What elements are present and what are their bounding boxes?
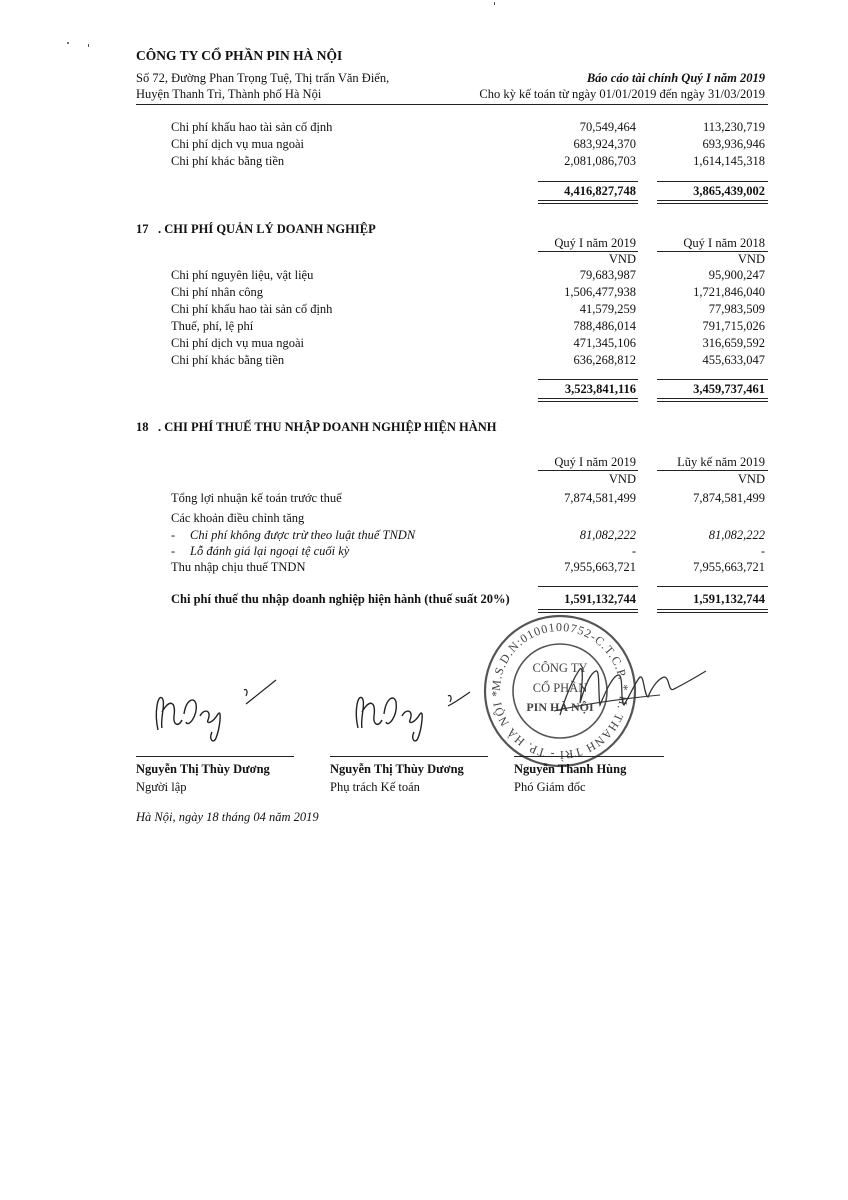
row-value-col2: 95,900,247: [708, 268, 765, 282]
row-value-col2: 693,936,946: [702, 137, 765, 151]
row-label: Chi phí khác bằng tiền: [171, 353, 285, 367]
taxable-income-col1: 7,955,663,721: [564, 560, 636, 574]
total-col1: 4,416,827,748: [564, 184, 636, 198]
report-title: Báo cáo tài chính Quý I năm 2019: [586, 71, 765, 85]
adjustment-col1: 81,082,222: [579, 528, 636, 542]
signer-name-preparer: Nguyễn Thị Thùy Dương: [136, 762, 270, 776]
total-top-rule: [538, 181, 638, 182]
scan-speck: [494, 2, 495, 5]
total-col2: 3,459,737,461: [693, 382, 765, 396]
place-date: Hà Nội, ngày 18 tháng 04 năm 2019: [136, 810, 319, 824]
section-title: . CHI PHÍ QUẢN LÝ DOANH NGHIỆP: [158, 222, 376, 236]
row-value-col1: 683,924,370: [573, 137, 636, 151]
adjustment-col2: 81,082,222: [708, 528, 765, 542]
row-value-col2: 113,230,719: [702, 120, 765, 134]
column-header-rule: [657, 470, 768, 471]
row-label: Chi phí khấu hao tài sản cố định: [171, 302, 333, 316]
company-address-line2: Huyện Thanh Trì, Thành phố Hà Nội: [136, 87, 322, 101]
total-top-rule: [657, 379, 768, 380]
row-value-col1: 471,345,106: [573, 336, 636, 350]
signer-name-director: Nguyễn Thanh Hùng: [514, 762, 627, 776]
cit-expense-col1: 1,591,132,744: [564, 592, 636, 606]
row-label: Chi phí khác bằng tiền: [171, 154, 285, 168]
seal-line2: CỔ PHẦN: [532, 681, 588, 695]
row-label: Thuế, phí, lệ phí: [171, 319, 254, 333]
signer-role-preparer: Người lập: [136, 780, 187, 794]
report-period: Cho kỳ kế toán từ ngày 01/01/2019 đến ngày 31/03/2019: [479, 87, 765, 101]
row-value-col1: 788,486,014: [573, 319, 636, 333]
signature-preparer-icon: [148, 672, 283, 744]
taxable-income-col2: 7,955,663,721: [693, 560, 765, 574]
total-double-rule: [657, 200, 768, 204]
row-label: Chi phí dịch vụ mua ngoài: [171, 336, 304, 350]
total-top-rule: [538, 586, 638, 587]
total-top-rule: [657, 181, 768, 182]
signature-line: [514, 756, 664, 757]
taxable-income-label: Thu nhập chịu thuế TNDN: [171, 560, 306, 574]
section-number: 18: [136, 420, 149, 434]
total-top-rule: [538, 379, 638, 380]
row-value-col2: 791,715,026: [702, 319, 765, 333]
row-value-col2: 1,721,846,040: [693, 285, 765, 299]
total-double-rule: [657, 398, 768, 402]
cit-expense-col2: 1,591,132,744: [693, 592, 765, 606]
row-value-col1: 70,549,464: [579, 120, 636, 134]
row-label: Chi phí dịch vụ mua ngoài: [171, 137, 304, 151]
company-address-line1: Số 72, Đường Phan Trọng Tuệ, Thị trấn Văn Điển,: [136, 71, 390, 85]
profit-before-tax-col1: 7,874,581,499: [564, 491, 636, 505]
signature-director-icon: [540, 655, 710, 727]
row-label: Chi phí nhân công: [171, 285, 264, 299]
signature-accountant-icon: [348, 672, 488, 744]
adjustment-label: Chi phí không được trừ theo luật thuế TNDN: [190, 528, 416, 542]
adjustment-col1: -: [631, 544, 636, 558]
column-header-1: Quý I năm 2019: [554, 236, 636, 250]
section-number: 17: [136, 222, 149, 236]
row-label: Chi phí nguyên liệu, vật liệu: [171, 268, 314, 282]
profit-before-tax-col2: 7,874,581,499: [693, 491, 765, 505]
section-title: . CHI PHÍ THUẾ THU NHẬP DOANH NGHIỆP HIỆN HÀNH: [158, 420, 497, 434]
company-name: CÔNG TY CỔ PHẦN PIN HÀ NỘI: [136, 48, 343, 63]
total-double-rule: [538, 398, 638, 402]
total-double-rule: [538, 200, 638, 204]
row-value-col1: 79,683,987: [579, 268, 636, 282]
signer-name-accountant: Nguyễn Thị Thùy Dương: [330, 762, 464, 776]
column-header-1: Quý I năm 2019: [554, 455, 636, 469]
column-header-2: Quý I năm 2018: [683, 236, 765, 250]
signer-role-director: Phó Giám đốc: [514, 780, 586, 794]
signer-role-accountant: Phụ trách Kế toán: [330, 780, 420, 794]
column-header-2: Lũy kế năm 2019: [677, 455, 765, 469]
row-value-col2: 316,659,592: [702, 336, 765, 350]
row-value-col1: 636,268,812: [573, 353, 636, 367]
column-header-rule: [538, 470, 638, 471]
row-value-col1: 2,081,086,703: [564, 154, 636, 168]
profit-before-tax-label: Tổng lợi nhuận kế toán trước thuế: [171, 491, 342, 505]
seal-line3: PIN HÀ NỘI: [526, 700, 594, 714]
unit-col2: VND: [737, 472, 765, 486]
signature-line: [136, 756, 294, 757]
cit-expense-label: Chi phí thuế thu nhập doanh nghiệp hiện hành (thuế suất 20%): [171, 592, 510, 606]
row-value-col2: 77,983,509: [708, 302, 765, 316]
header-divider: [136, 104, 768, 105]
adjustment-label: Lỗ đánh giá lại ngoại tệ cuối kỳ: [190, 544, 350, 558]
unit-col1: VND: [608, 472, 636, 486]
row-value-col2: 455,633,047: [702, 353, 765, 367]
row-value-col2: 1,614,145,318: [693, 154, 765, 168]
total-col1: 3,523,841,116: [564, 382, 636, 396]
seal-ring-text: M.S.D.N:0100100752-C.T.C.P. * H. THANH TRÌ - TP. HÀ NỘI *: [488, 619, 632, 763]
scan-speck: [88, 44, 89, 47]
seal-line1: CÔNG TY: [532, 661, 588, 675]
adjustment-dash: -: [171, 528, 176, 542]
adjustment-dash: -: [171, 544, 176, 558]
row-label: Chi phí khấu hao tài sản cố định: [171, 120, 333, 134]
row-value-col1: 1,506,477,938: [564, 285, 636, 299]
scan-speck: [67, 42, 69, 44]
row-value-col1: 41,579,259: [579, 302, 636, 316]
unit-col1: VND: [608, 252, 636, 266]
total-double-rule: [657, 609, 768, 613]
unit-col2: VND: [737, 252, 765, 266]
adjustments-label: Các khoản điều chỉnh tăng: [171, 511, 305, 525]
adjustment-col2: -: [760, 544, 765, 558]
total-top-rule: [657, 586, 768, 587]
signature-line: [330, 756, 488, 757]
total-col2: 3,865,439,002: [693, 184, 765, 198]
